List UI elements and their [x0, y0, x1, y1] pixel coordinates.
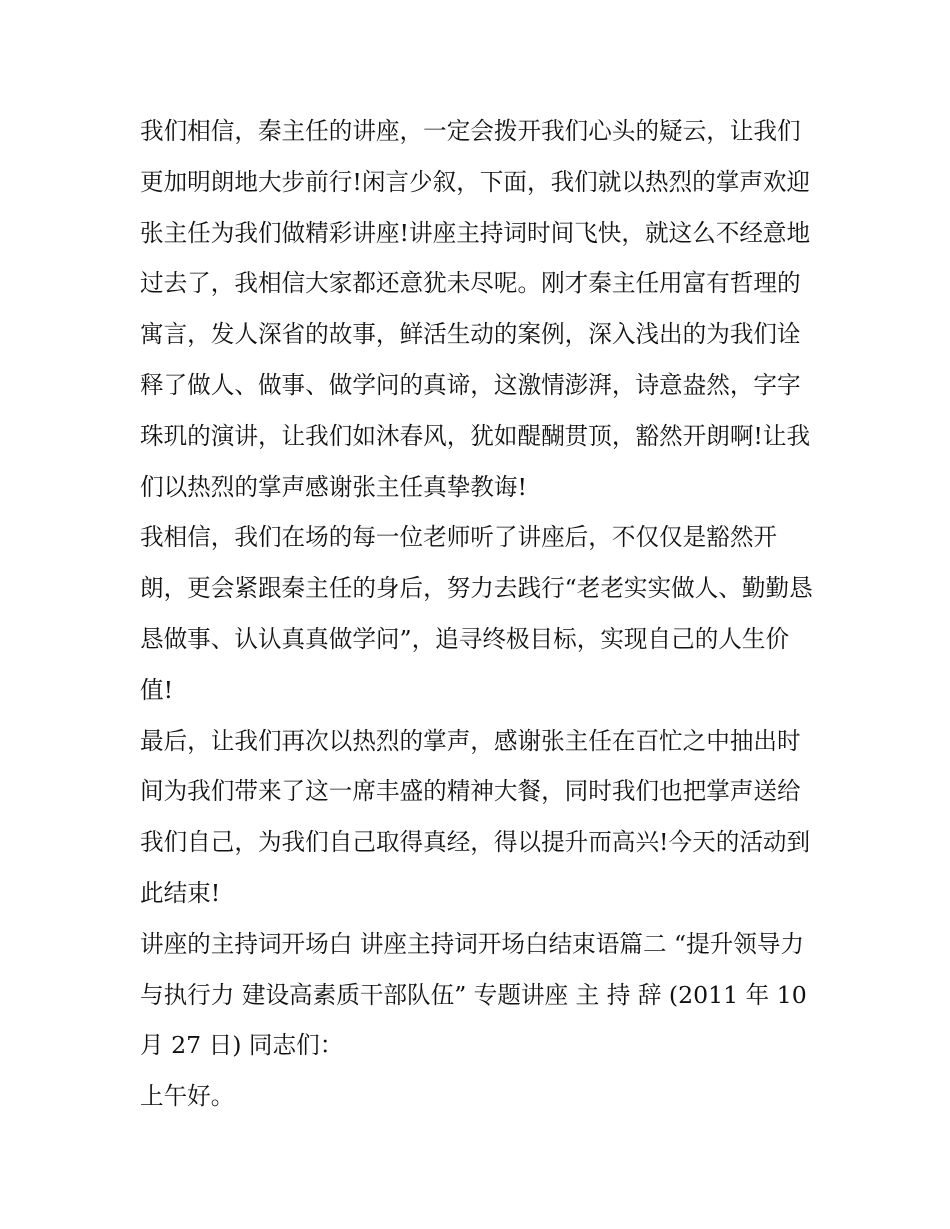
- paragraph-greeting: 上午好。: [140, 1082, 235, 1111]
- paragraph-speech-thanks: 我们相信，秦主任的讲座，一定会拨开我们心头的疑云，让我们更加明朗地大步前行!闲言少叙，下面，我们就以热烈的掌声欢迎张主任为我们做精彩讲座!讲座主持词时间飞快，就这么不经意地过去了，我相信大家都还意犹未尽呢。刚才秦主任用富有哲理的寓言，发人深省的故事，鲜活生动的案例，深入浅出的为我们诠释了做人、做事、做学问的真谛，这激情澎湃，诗意盎然，字字珠玑的演讲，让我们如沐春风，犹如醍醐贯顶，豁然开朗啊!让我们以热烈的掌声感谢张主任真挚教诲!: [140, 117, 811, 501]
- paragraph-closing: 最后，让我们再次以热烈的掌声，感谢张主任在百忙之中抽出时间为我们带来了这一席丰盛的精神大餐，同时我们也把掌声送给我们自己，为我们自己取得真经，得以提升而高兴!今天的活动到此结束!: [140, 726, 811, 907]
- paragraph-audience-belief: 我相信，我们在场的每一位老师听了讲座后，不仅仅是豁然开朗，更会紧跟秦主任的身后，努力去践行“老老实实做人、勤勤恳恳做事、认认真真做学问”，追寻终极目标，实现自己的人生价值!: [140, 523, 813, 704]
- paragraph-second-section-title: 讲座的主持词开场白 讲座主持词开场白结束语篇二 “提升领导力与执行力 建设高素质干部队伍” 专题讲座 主 持 辞 (2011 年 10 月 27 日) 同志们：: [140, 929, 807, 1060]
- document-body: [140, 106, 816, 1122]
